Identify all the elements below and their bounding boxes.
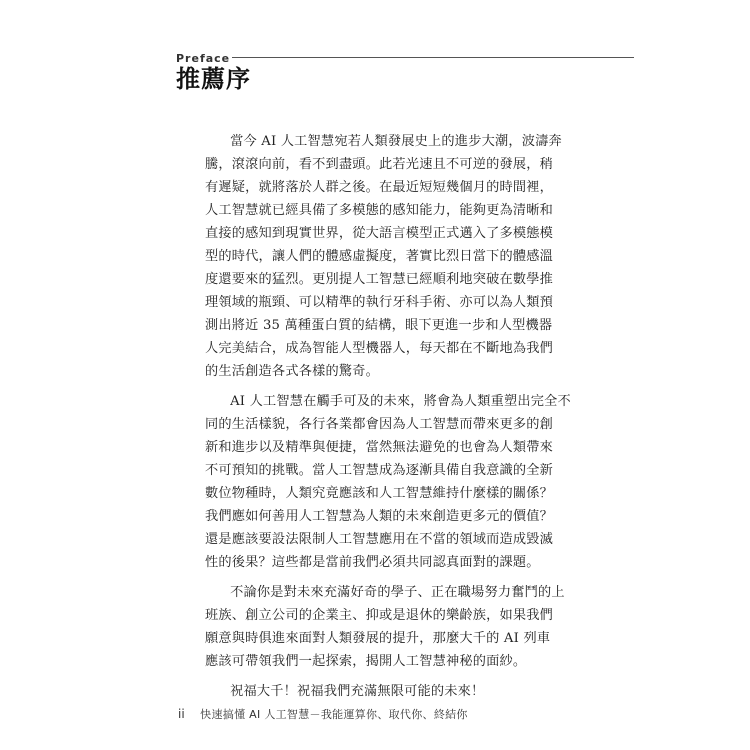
paragraph-line: 測出將近 35 萬種蛋白質的結構，眼下更進一步和人型機器 <box>205 318 553 333</box>
paragraph-line: 人完美結合，成為智能人型機器人，每天都在不斷地為我們 <box>205 341 554 356</box>
body-text <box>205 130 571 710</box>
paragraph-4 <box>205 680 550 703</box>
paragraph-line: 騰，滾滾向前，看不到盡頭。此若光速且不可逆的發展，稍 <box>205 157 554 172</box>
section-label: Preface <box>176 52 231 65</box>
page-title: 推薦序 <box>176 65 251 93</box>
paragraph-line: 祝福大千！祝福我們充滿無限可能的未來！ <box>230 684 485 699</box>
header-rule <box>232 57 634 58</box>
paragraph-2 <box>205 390 571 574</box>
paragraph-3 <box>205 581 565 673</box>
paragraph-line: 人工智慧就已經具備了多模態的感知能力，能夠更為清晰和 <box>205 203 554 218</box>
paragraph-line: 理領域的瓶頸、可以精準的執行牙科手術、亦可以為人類預 <box>205 295 554 310</box>
paragraph-line: 度還要來的猛烈。更別提人工智慧已經順利地突破在數學推 <box>205 272 554 287</box>
paragraph-line: 班族、創立公司的企業主、抑或是退休的樂齡族，如果我們 <box>205 608 554 623</box>
paragraph-line: 不可預知的挑戰。當人工智慧成為逐漸具備自我意識的全新 <box>205 463 554 478</box>
paragraph-line: AI 人工智慧在觸手可及的未來，將會為人類重塑出完全不 <box>230 394 571 409</box>
paragraph-line: 數位物種時，人類究竟應該和人工智慧維持什麼樣的關係？ <box>205 486 554 501</box>
paragraph-line: 還是應該要設法限制人工智慧應用在不當的領域而造成毀滅 <box>205 532 554 547</box>
paragraph-line: 型的時代，讓人們的體感虛擬度，著實比烈日當下的體感溫 <box>205 249 554 264</box>
paragraph-line: 新和進步以及精準與便捷，當然無法避免的也會為人類帶來 <box>205 440 554 455</box>
paragraph-line: 願意與時俱進來面對人類發展的提升，那麼大千的 AI 列車 <box>205 631 551 646</box>
paragraph-line: 的生活創造各式各樣的驚奇。 <box>205 364 380 379</box>
paragraph-line: 應該可帶領我們一起探索，揭開人工智慧神秘的面紗。 <box>205 654 527 669</box>
paragraph-line: 性的後果？這些都是當前我們必須共同認真面對的課題。 <box>205 555 540 570</box>
paragraph-line: 不論你是對未來充滿好奇的學子、正在職場努力奮鬥的上 <box>230 585 565 600</box>
paragraph-line: 當今 AI 人工智慧宛若人類發展史上的進步大潮，波濤奔 <box>230 134 562 149</box>
paragraph-line: 有遲疑，就將落於人群之後。在最近短短幾個月的時間裡， <box>205 180 554 195</box>
paragraph-line: 同的生活樣貌，各行各業都會因為人工智慧而帶來更多的創 <box>205 417 554 432</box>
book-title: 快速搞懂 AI 人工智慧－我能運算你、取代你、終結你 <box>200 708 468 721</box>
paragraph-1 <box>205 130 562 383</box>
paragraph-line: 我們應如何善用人工智慧為人類的未來創造更多元的價值？ <box>205 509 554 524</box>
page-number: ii <box>178 707 185 721</box>
paragraph-line: 直接的感知到現實世界，從大語言模型正式邁入了多模態模 <box>205 226 554 241</box>
page-footer <box>178 706 468 722</box>
